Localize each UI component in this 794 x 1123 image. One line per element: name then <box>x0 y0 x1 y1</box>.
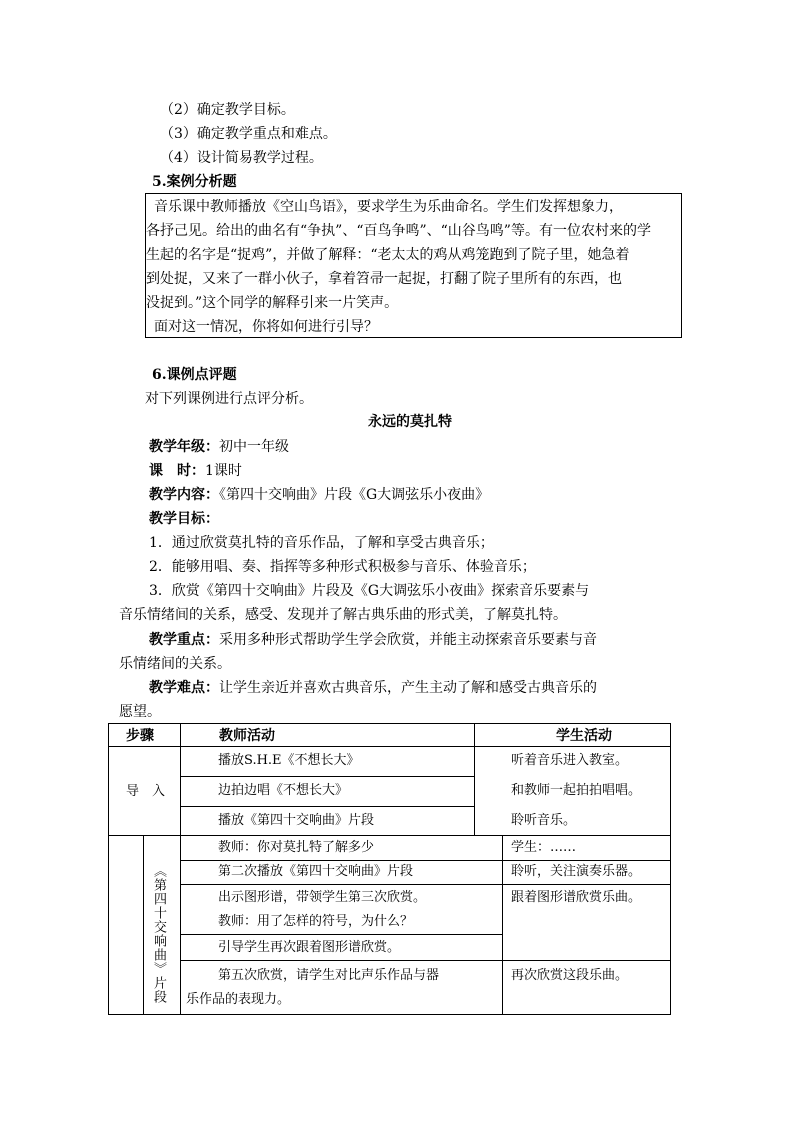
hours-label: 课 时： <box>149 463 205 479</box>
content-label: 教学内容： <box>149 487 219 503</box>
teacher-activity: 教师：用了怎样的符号，为什么？ <box>218 914 414 929</box>
goal-item: 1．通过欣赏莫扎特的音乐作品，了解和享受古典音乐； <box>149 535 494 551</box>
grade-label: 教学年级： <box>149 439 219 455</box>
section-heading: 6.课例点评题 <box>152 367 237 383</box>
teacher-activity: 边拍边唱《不想长大》 <box>218 783 349 798</box>
case-line: 没捉到。”这个同学的解释引来一片笑声。 <box>146 295 399 311</box>
student-activity: 学生：…… <box>511 840 577 855</box>
case-line: 各抒己见。给出的曲名有“争执”、“百鸟争鸣”、“山谷鸟鸣”等。有一位农村来的学 <box>146 223 651 239</box>
teacher-activity: 引导学生再次跟着图形谱欣赏。 <box>218 940 401 955</box>
goals-label: 教学目标： <box>149 511 219 527</box>
student-activity: 和教师一起拍拍唱唱。 <box>511 783 642 798</box>
teacher-activity: 第二次播放《第四十交响曲》片段 <box>218 864 414 879</box>
content-value: 《第四十交响曲》片段《G大调弦乐小夜曲》 <box>219 487 490 503</box>
teacher-activity: 教师：你对莫扎特了解多少 <box>218 840 375 855</box>
list-item: （2）确定教学目标。 <box>160 102 295 118</box>
step-part2: 《第四十交响曲》片段 <box>151 864 166 1004</box>
key-value: 采用多种形式帮助学生学会欣赏，并能主动探索音乐要素与音 <box>219 632 597 648</box>
instruction-text: 对下列课例进行点评分析。 <box>145 391 313 407</box>
goal-item: 2．能够用唱、奏、指挥等多种形式积极参与音乐、体验音乐； <box>149 559 536 575</box>
case-line: 到处捉，又来了一群小伙子，拿着笤帚一起捉，打翻了院子里所有的东西，也 <box>146 271 622 287</box>
case-question: 面对这一情况，你将如何进行引导？ <box>154 319 378 335</box>
teacher-activity: 第五次欣赏，请学生对比声乐作品与器 <box>218 968 440 983</box>
hours-value: 1课时 <box>205 463 242 479</box>
header-step: 步骤 <box>126 728 154 744</box>
step-intro: 导 入 <box>126 784 166 799</box>
difficulty-label: 教学难点： <box>149 680 219 696</box>
header-teacher: 教师活动 <box>219 728 275 744</box>
key-row <box>149 630 597 650</box>
case-box <box>145 193 682 338</box>
case-line: 生起的名字是“捉鸡”，并做了解释：“老太太的鸡从鸡笼跑到了院子里，她急着 <box>146 247 630 263</box>
key-label: 教学重点： <box>149 632 219 648</box>
case-line: 音乐课中教师播放《空山鸟语》，要求学生为乐曲命名。学生们发挥想象力， <box>154 199 623 215</box>
content-row <box>149 485 489 505</box>
teacher-activity: 播放S.H.E《不想长大》 <box>218 753 360 768</box>
student-activity: 聆听，关注演奏乐器。 <box>511 864 642 879</box>
student-activity: 听着音乐进入教室。 <box>511 753 629 768</box>
hours-row <box>149 461 242 481</box>
list-item: （3）确定教学重点和难点。 <box>160 126 337 142</box>
difficulty-row <box>149 678 597 698</box>
section-heading: 5.案例分析题 <box>152 174 237 190</box>
student-activity: 聆听音乐。 <box>511 813 577 828</box>
header-student: 学生活动 <box>556 728 612 744</box>
difficulty-value-cont: 愿望。 <box>119 704 161 720</box>
lesson-title: 永远的莫扎特 <box>368 414 452 430</box>
teacher-activity: 出示图形谱，带领学生第三次欣赏。 <box>218 890 427 905</box>
teacher-activity: 乐作品的表现力。 <box>186 992 291 1007</box>
goal-item: 3．欣赏《第四十交响曲》片段及《G大调弦乐小夜曲》探索音乐要素与 <box>149 583 590 599</box>
teacher-activity: 播放《第四十交响曲》片段 <box>218 813 375 828</box>
key-value-cont: 乐情绪间的关系。 <box>119 656 231 672</box>
grade-value: 初中一年级 <box>219 439 289 455</box>
student-activity: 再次欣赏这段乐曲。 <box>511 968 629 983</box>
student-activity: 跟着图形谱欣赏乐曲。 <box>511 890 642 905</box>
difficulty-value: 让学生亲近并喜欢古典音乐，产生主动了解和感受古典音乐的 <box>219 680 597 696</box>
goal-item: 音乐情绪间的关系，感受、发现并了解古典乐曲的形式美，了解莫扎特。 <box>119 607 567 623</box>
grade-row <box>149 437 289 457</box>
list-item: （4）设计简易教学过程。 <box>160 150 323 166</box>
